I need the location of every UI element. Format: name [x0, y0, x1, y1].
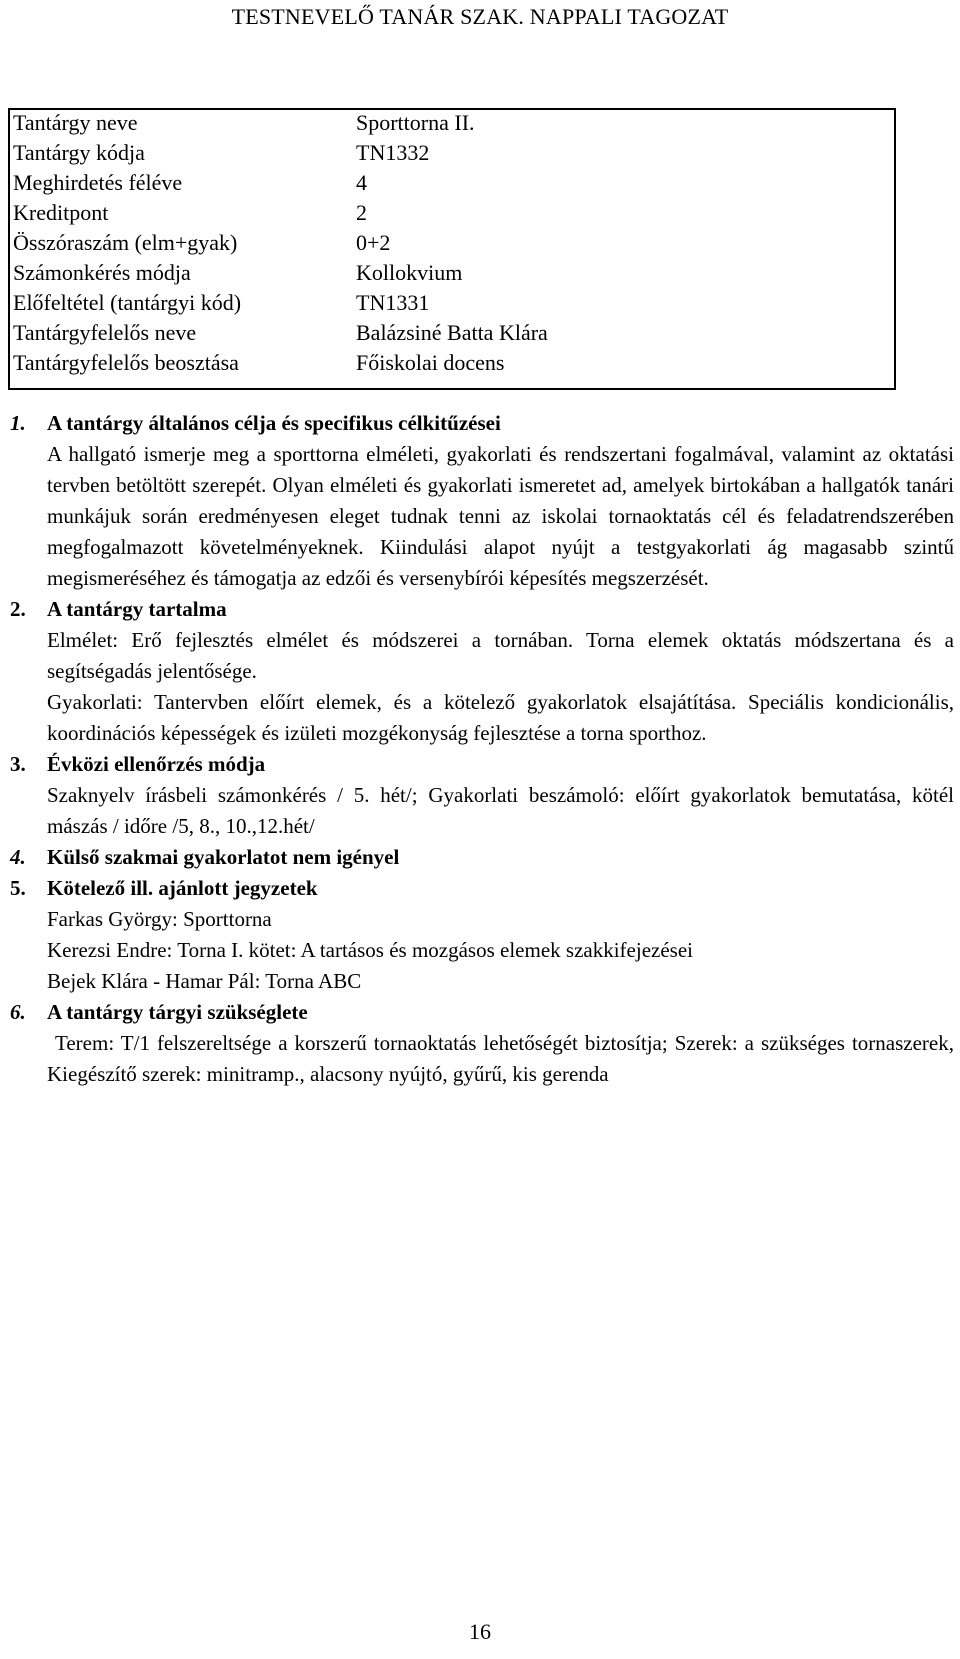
info-value: TN1332 — [356, 140, 430, 165]
info-row-assessment — [10, 260, 894, 291]
info-label: Tantárgyfelelős neve — [13, 320, 197, 345]
section-title: Kötelező ill. ajánlott jegyzetek — [47, 876, 318, 900]
section-body: Gyakorlati: Tantervben előírt elemek, és a kötelező gyakorlatok elsajátítása. Speciális kondicionális, koordinációs képességek és izületi mozgékonyság fejlesztése a torna sporthoz. — [47, 690, 954, 745]
section-body: Elmélet: Erő fejlesztés elmélet és módszerei a tornában. Torna elemek oktatás módszertana és a segítségadás jelentősége. — [47, 628, 954, 683]
info-label: Kreditpont — [13, 200, 109, 225]
info-row-credits — [10, 200, 894, 231]
section-heading-5 — [10, 873, 954, 904]
info-label: Meghirdetés féléve — [13, 170, 183, 195]
info-value: TN1331 — [356, 290, 430, 315]
info-value: 0+2 — [356, 230, 391, 255]
reference-item: Farkas György: Sporttorna — [47, 907, 272, 931]
section-number: 4. — [10, 845, 26, 869]
section-title: A tantárgy tartalma — [47, 597, 227, 621]
section-heading-3 — [10, 749, 954, 780]
course-info-table — [8, 108, 896, 390]
section-number: 5. — [10, 876, 26, 900]
page-number: 16 — [469, 1619, 491, 1644]
section-number: 6. — [10, 1000, 26, 1024]
section-heading-6 — [10, 997, 954, 1028]
section-title: A tantárgy általános célja és specifikus célkitűzései — [47, 411, 501, 435]
section-number: 3. — [10, 752, 26, 776]
info-row-subject-code — [10, 140, 894, 171]
section-title: Külső szakmai gyakorlatot nem igényel — [47, 845, 400, 869]
info-row-position — [10, 350, 894, 381]
section-heading-1 — [10, 408, 954, 439]
section-title: Évközi ellenőrzés módja — [47, 752, 266, 776]
info-row-semester — [10, 170, 894, 201]
section-heading-4 — [10, 842, 954, 873]
reference-item: Bejek Klára - Hamar Pál: Torna ABC — [47, 969, 362, 993]
info-label: Tantárgy neve — [13, 110, 138, 135]
info-value: Sporttorna II. — [356, 110, 475, 135]
section-body: A hallgató ismerje meg a sporttorna elméleti, gyakorlati és rendszertani fogalmával, valamint az oktatási tervben betöltött szerepét. Olyan elméleti és gyakorlati ismeretet ad, amelyek birtokában a hallgatók tanári munkájuk során eredményesen eleget tudnak tenni az iskolai tornaoktatás cél és feladatrendszerében megfogalmazott követelményeknek. Kiindulási alapot nyújt a testgyakorlati ág magasabb szintű megismeréséhez és támogatja az edzői és versenybírói képesítés megszerzését. — [47, 442, 954, 590]
section-number: 1. — [10, 411, 26, 435]
info-label: Számonkérés módja — [13, 260, 191, 285]
info-value: Főiskolai docens — [356, 350, 505, 375]
info-value: 4 — [356, 170, 367, 195]
info-value: Kollokvium — [356, 260, 463, 285]
info-value: 2 — [356, 200, 367, 225]
section-body: Terem: T/1 felszereltsége a korszerű tornaoktatás lehetőségét biztosítja; Szerek: a szükséges tornaszerek, Kiegészítő szerek: minitramp., alacsony nyújtó, gyűrű, kis gerenda — [47, 1031, 954, 1086]
section-title: A tantárgy tárgyi szükséglete — [47, 1000, 308, 1024]
reference-item: Kerezsi Endre: Torna I. kötet: A tartásos és mozgásos elemek szakkifejezései — [47, 938, 693, 962]
info-row-hours — [10, 230, 894, 261]
page-header: TESTNEVELŐ TANÁR SZAK. NAPPALI TAGOZAT — [231, 4, 729, 29]
info-value: Balázsiné Batta Klára — [356, 320, 548, 345]
info-row-subject-name — [10, 110, 894, 141]
info-label: Tantárgyfelelős beosztása — [13, 350, 239, 375]
info-row-responsible — [10, 320, 894, 351]
info-label: Tantárgy kódja — [13, 140, 145, 165]
section-heading-2 — [10, 594, 954, 625]
course-description — [10, 408, 954, 1090]
info-label: Előfeltétel (tantárgyi kód) — [13, 290, 242, 315]
info-label: Összóraszám (elm+gyak) — [13, 230, 238, 255]
section-body: Szaknyelv írásbeli számonkérés / 5. hét/; Gyakorlati beszámoló: előírt gyakorlatok bemutatása, kötél mászás / időre /5, 8., 10.,12.hét/ — [47, 783, 954, 838]
info-row-prerequisite — [10, 290, 894, 321]
section-number: 2. — [10, 597, 26, 621]
